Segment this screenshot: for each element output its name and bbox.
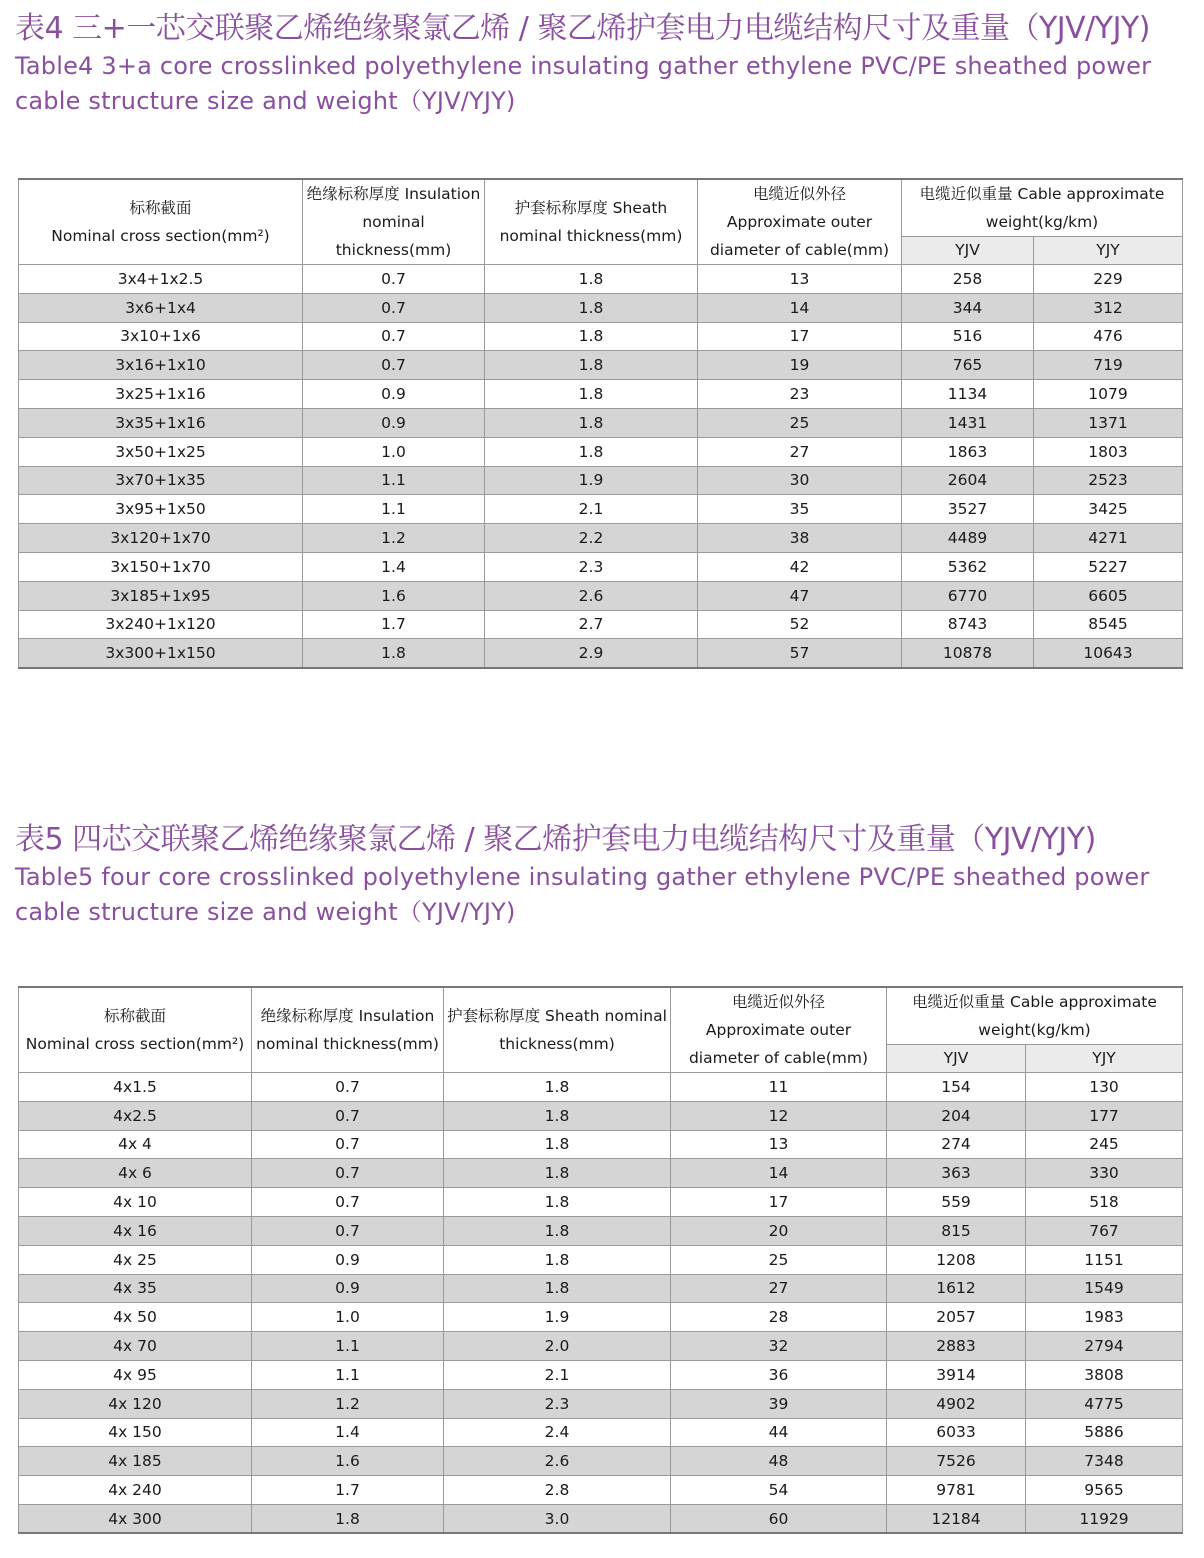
cell-weight-yjv: 10878 bbox=[902, 639, 1034, 668]
cell-insulation: 1.4 bbox=[303, 552, 485, 581]
cell-sheath: 1.8 bbox=[444, 1245, 671, 1274]
cell-weight-yjv: 1134 bbox=[902, 380, 1034, 409]
cell-insulation: 0.7 bbox=[252, 1159, 444, 1188]
table-row bbox=[19, 265, 1183, 294]
cell-weight-yjy: 10643 bbox=[1034, 639, 1183, 668]
cell-weight-yjy: 6605 bbox=[1034, 581, 1183, 610]
cell-weight-yjv: 5362 bbox=[902, 552, 1034, 581]
cell-section: 4x 50 bbox=[19, 1303, 252, 1332]
table4-header-yjv: YJV bbox=[902, 237, 1034, 265]
cell-sheath: 1.8 bbox=[444, 1101, 671, 1130]
cell-diameter: 20 bbox=[671, 1216, 887, 1245]
cell-weight-yjv: 154 bbox=[887, 1073, 1026, 1102]
table-row bbox=[19, 581, 1183, 610]
cell-weight-yjy: 4775 bbox=[1026, 1389, 1183, 1418]
table5-header-yjv: YJV bbox=[887, 1045, 1026, 1073]
table5-header-yjy: YJY bbox=[1026, 1045, 1183, 1073]
cell-diameter: 48 bbox=[671, 1447, 887, 1476]
cell-section: 3x70+1x35 bbox=[19, 466, 303, 495]
cell-weight-yjv: 258 bbox=[902, 265, 1034, 294]
cell-weight-yjy: 2794 bbox=[1026, 1332, 1183, 1361]
cell-insulation: 0.7 bbox=[252, 1130, 444, 1159]
cell-diameter: 44 bbox=[671, 1418, 887, 1447]
cell-sheath: 2.4 bbox=[444, 1418, 671, 1447]
cell-section: 3x6+1x4 bbox=[19, 293, 303, 322]
table-row bbox=[19, 1303, 1183, 1332]
cell-weight-yjv: 2057 bbox=[887, 1303, 1026, 1332]
cell-sheath: 2.8 bbox=[444, 1476, 671, 1505]
cell-sheath: 1.8 bbox=[444, 1216, 671, 1245]
cell-diameter: 30 bbox=[698, 466, 902, 495]
table5 bbox=[18, 986, 1183, 1534]
cell-insulation: 0.7 bbox=[252, 1101, 444, 1130]
cell-diameter: 32 bbox=[671, 1332, 887, 1361]
cell-insulation: 1.1 bbox=[303, 495, 485, 524]
cell-section: 4x 6 bbox=[19, 1159, 252, 1188]
cell-section: 3x25+1x16 bbox=[19, 380, 303, 409]
cell-section: 3x300+1x150 bbox=[19, 639, 303, 668]
cell-weight-yjy: 229 bbox=[1034, 265, 1183, 294]
table4-header-section: 标称截面 Nominal cross section(mm²) bbox=[19, 179, 303, 265]
cell-insulation: 1.8 bbox=[252, 1504, 444, 1533]
cell-weight-yjy: 4271 bbox=[1034, 524, 1183, 553]
cell-diameter: 27 bbox=[671, 1274, 887, 1303]
table-row bbox=[19, 1360, 1183, 1389]
cell-section: 4x 120 bbox=[19, 1389, 252, 1418]
cell-section: 4x 70 bbox=[19, 1332, 252, 1361]
cell-diameter: 19 bbox=[698, 351, 902, 380]
cell-weight-yjy: 177 bbox=[1026, 1101, 1183, 1130]
cell-diameter: 39 bbox=[671, 1389, 887, 1418]
cell-section: 3x120+1x70 bbox=[19, 524, 303, 553]
cell-weight-yjy: 518 bbox=[1026, 1188, 1183, 1217]
table-row bbox=[19, 322, 1183, 351]
cell-section: 4x 16 bbox=[19, 1216, 252, 1245]
cell-insulation: 1.2 bbox=[252, 1389, 444, 1418]
cell-sheath: 1.9 bbox=[485, 466, 698, 495]
cell-weight-yjy: 7348 bbox=[1026, 1447, 1183, 1476]
table-row bbox=[19, 466, 1183, 495]
cell-diameter: 27 bbox=[698, 437, 902, 466]
cell-sheath: 3.0 bbox=[444, 1504, 671, 1533]
cell-section: 3x50+1x25 bbox=[19, 437, 303, 466]
cell-section: 4x 95 bbox=[19, 1360, 252, 1389]
cell-weight-yjv: 3914 bbox=[887, 1360, 1026, 1389]
cell-weight-yjv: 815 bbox=[887, 1216, 1026, 1245]
cell-insulation: 1.0 bbox=[303, 437, 485, 466]
cell-section: 4x1.5 bbox=[19, 1073, 252, 1102]
cell-diameter: 47 bbox=[698, 581, 902, 610]
cell-weight-yjy: 312 bbox=[1034, 293, 1183, 322]
table4-header-yjy: YJY bbox=[1034, 237, 1183, 265]
cell-section: 4x 300 bbox=[19, 1504, 252, 1533]
cell-sheath: 2.3 bbox=[444, 1389, 671, 1418]
cell-diameter: 12 bbox=[671, 1101, 887, 1130]
cell-weight-yjv: 4902 bbox=[887, 1389, 1026, 1418]
cell-section: 3x4+1x2.5 bbox=[19, 265, 303, 294]
cell-weight-yjv: 1431 bbox=[902, 408, 1034, 437]
cell-diameter: 36 bbox=[671, 1360, 887, 1389]
cell-diameter: 13 bbox=[671, 1130, 887, 1159]
table5-header-diameter: 电缆近似外径 Approximate outer diameter of cable(mm) bbox=[671, 987, 887, 1073]
cell-weight-yjv: 9781 bbox=[887, 1476, 1026, 1505]
cell-weight-yjy: 1803 bbox=[1034, 437, 1183, 466]
table5-header-weight: 电缆近似重量 Cable approximate weight(kg/km) bbox=[887, 987, 1183, 1045]
cell-insulation: 1.2 bbox=[303, 524, 485, 553]
table4-title-en: Table4 3+a core crosslinked polyethylene insulating gather ethylene PVC/PE sheathed power cable structure size and weight（YJV/YJY) bbox=[15, 52, 1152, 115]
table-row bbox=[19, 552, 1183, 581]
cell-sheath: 1.8 bbox=[444, 1130, 671, 1159]
cell-weight-yjv: 2883 bbox=[887, 1332, 1026, 1361]
cell-section: 4x 25 bbox=[19, 1245, 252, 1274]
table5-body bbox=[19, 1073, 1183, 1534]
cell-weight-yjv: 2604 bbox=[902, 466, 1034, 495]
table-row bbox=[19, 1418, 1183, 1447]
cell-weight-yjy: 11929 bbox=[1026, 1504, 1183, 1533]
cell-weight-yjv: 274 bbox=[887, 1130, 1026, 1159]
cell-section: 3x10+1x6 bbox=[19, 322, 303, 351]
cell-insulation: 0.7 bbox=[252, 1188, 444, 1217]
table-row bbox=[19, 1188, 1183, 1217]
cell-insulation: 0.7 bbox=[252, 1216, 444, 1245]
table4 bbox=[18, 178, 1183, 669]
cell-insulation: 1.1 bbox=[303, 466, 485, 495]
cell-insulation: 0.9 bbox=[303, 408, 485, 437]
table5-title-zh: 表5 四芯交联聚乙烯绝缘聚氯乙烯 / 聚乙烯护套电力电缆结构尺寸及重量（YJV/YJY) bbox=[15, 822, 1096, 857]
table5-title-en: Table5 four core crosslinked polyethylene insulating gather ethylene PVC/PE sheathed power cable structure size and weight（YJV/YJY) bbox=[15, 863, 1150, 926]
cell-diameter: 17 bbox=[698, 322, 902, 351]
cell-weight-yjy: 9565 bbox=[1026, 1476, 1183, 1505]
cell-sheath: 1.8 bbox=[485, 408, 698, 437]
cell-weight-yjv: 8743 bbox=[902, 610, 1034, 639]
cell-weight-yjv: 6770 bbox=[902, 581, 1034, 610]
cell-weight-yjy: 1079 bbox=[1034, 380, 1183, 409]
cell-insulation: 0.7 bbox=[252, 1073, 444, 1102]
table-row bbox=[19, 1073, 1183, 1102]
table-row bbox=[19, 293, 1183, 322]
cell-weight-yjy: 3425 bbox=[1034, 495, 1183, 524]
cell-diameter: 35 bbox=[698, 495, 902, 524]
cell-weight-yjv: 6033 bbox=[887, 1418, 1026, 1447]
cell-weight-yjv: 12184 bbox=[887, 1504, 1026, 1533]
table-row bbox=[19, 1332, 1183, 1361]
cell-diameter: 52 bbox=[698, 610, 902, 639]
cell-diameter: 14 bbox=[698, 293, 902, 322]
cell-insulation: 0.7 bbox=[303, 293, 485, 322]
table4-header-weight: 电缆近似重量 Cable approximate weight(kg/km) bbox=[902, 179, 1183, 237]
cell-section: 4x 185 bbox=[19, 1447, 252, 1476]
cell-diameter: 14 bbox=[671, 1159, 887, 1188]
cell-weight-yjv: 4489 bbox=[902, 524, 1034, 553]
cell-diameter: 25 bbox=[698, 408, 902, 437]
cell-weight-yjv: 559 bbox=[887, 1188, 1026, 1217]
cell-section: 4x 10 bbox=[19, 1188, 252, 1217]
cell-weight-yjv: 516 bbox=[902, 322, 1034, 351]
cell-section: 4x2.5 bbox=[19, 1101, 252, 1130]
table-row bbox=[19, 1216, 1183, 1245]
cell-insulation: 1.7 bbox=[303, 610, 485, 639]
cell-weight-yjv: 1612 bbox=[887, 1274, 1026, 1303]
cell-insulation: 1.1 bbox=[252, 1360, 444, 1389]
table-row bbox=[19, 437, 1183, 466]
table4-header-insulation: 绝缘标称厚度 Insulation nominal thickness(mm) bbox=[303, 179, 485, 265]
cell-sheath: 2.7 bbox=[485, 610, 698, 639]
table-row bbox=[19, 1130, 1183, 1159]
cell-insulation: 0.7 bbox=[303, 322, 485, 351]
table-row bbox=[19, 1101, 1183, 1130]
cell-sheath: 2.6 bbox=[485, 581, 698, 610]
cell-sheath: 2.6 bbox=[444, 1447, 671, 1476]
cell-section: 4x 4 bbox=[19, 1130, 252, 1159]
table4-header-diameter: 电缆近似外径 Approximate outer diameter of cable(mm) bbox=[698, 179, 902, 265]
cell-section: 3x185+1x95 bbox=[19, 581, 303, 610]
cell-sheath: 1.8 bbox=[485, 380, 698, 409]
cell-weight-yjv: 1863 bbox=[902, 437, 1034, 466]
table5-header-sheath: 护套标称厚度 Sheath nominal thickness(mm) bbox=[444, 987, 671, 1073]
cell-weight-yjy: 719 bbox=[1034, 351, 1183, 380]
cell-weight-yjy: 1983 bbox=[1026, 1303, 1183, 1332]
cell-sheath: 2.2 bbox=[485, 524, 698, 553]
cell-insulation: 0.9 bbox=[252, 1245, 444, 1274]
table5-header-insulation: 绝缘标称厚度 Insulation nominal thickness(mm) bbox=[252, 987, 444, 1073]
cell-sheath: 2.3 bbox=[485, 552, 698, 581]
cell-sheath: 2.0 bbox=[444, 1332, 671, 1361]
cell-weight-yjv: 344 bbox=[902, 293, 1034, 322]
cell-sheath: 1.8 bbox=[485, 437, 698, 466]
cell-insulation: 0.7 bbox=[303, 265, 485, 294]
table-row bbox=[19, 1159, 1183, 1188]
cell-section: 3x150+1x70 bbox=[19, 552, 303, 581]
cell-insulation: 1.6 bbox=[252, 1447, 444, 1476]
cell-insulation: 0.7 bbox=[303, 351, 485, 380]
cell-weight-yjv: 363 bbox=[887, 1159, 1026, 1188]
table-row bbox=[19, 1447, 1183, 1476]
cell-section: 3x95+1x50 bbox=[19, 495, 303, 524]
cell-weight-yjy: 245 bbox=[1026, 1130, 1183, 1159]
table-row bbox=[19, 351, 1183, 380]
cell-weight-yjy: 2523 bbox=[1034, 466, 1183, 495]
cell-sheath: 1.8 bbox=[444, 1274, 671, 1303]
table-row bbox=[19, 408, 1183, 437]
cell-insulation: 1.6 bbox=[303, 581, 485, 610]
cell-section: 3x16+1x10 bbox=[19, 351, 303, 380]
cell-diameter: 28 bbox=[671, 1303, 887, 1332]
table-row bbox=[19, 380, 1183, 409]
cell-section: 3x35+1x16 bbox=[19, 408, 303, 437]
table-row bbox=[19, 1476, 1183, 1505]
cell-sheath: 1.8 bbox=[444, 1159, 671, 1188]
cell-sheath: 2.1 bbox=[444, 1360, 671, 1389]
cell-insulation: 1.0 bbox=[252, 1303, 444, 1332]
cell-weight-yjy: 8545 bbox=[1034, 610, 1183, 639]
cell-sheath: 1.8 bbox=[444, 1073, 671, 1102]
cell-weight-yjy: 330 bbox=[1026, 1159, 1183, 1188]
table4-body bbox=[19, 265, 1183, 668]
table-row bbox=[19, 524, 1183, 553]
table5-header-section: 标称截面 Nominal cross section(mm²) bbox=[19, 987, 252, 1073]
cell-weight-yjy: 1549 bbox=[1026, 1274, 1183, 1303]
cell-weight-yjv: 3527 bbox=[902, 495, 1034, 524]
cell-diameter: 54 bbox=[671, 1476, 887, 1505]
cell-insulation: 1.1 bbox=[252, 1332, 444, 1361]
table-row bbox=[19, 1245, 1183, 1274]
cell-insulation: 1.7 bbox=[252, 1476, 444, 1505]
cell-diameter: 57 bbox=[698, 639, 902, 668]
cell-diameter: 23 bbox=[698, 380, 902, 409]
cell-sheath: 2.9 bbox=[485, 639, 698, 668]
cell-weight-yjy: 3808 bbox=[1026, 1360, 1183, 1389]
table-row bbox=[19, 1274, 1183, 1303]
cell-sheath: 1.8 bbox=[485, 322, 698, 351]
cell-sheath: 2.1 bbox=[485, 495, 698, 524]
cell-section: 4x 35 bbox=[19, 1274, 252, 1303]
cell-diameter: 25 bbox=[671, 1245, 887, 1274]
table4-header-sheath: 护套标称厚度 Sheath nominal thickness(mm) bbox=[485, 179, 698, 265]
cell-diameter: 11 bbox=[671, 1073, 887, 1102]
cell-sheath: 1.8 bbox=[444, 1188, 671, 1217]
cell-weight-yjy: 1151 bbox=[1026, 1245, 1183, 1274]
table-row bbox=[19, 610, 1183, 639]
cell-insulation: 0.9 bbox=[303, 380, 485, 409]
cell-sheath: 1.9 bbox=[444, 1303, 671, 1332]
cell-weight-yjy: 5886 bbox=[1026, 1418, 1183, 1447]
cell-section: 4x 150 bbox=[19, 1418, 252, 1447]
cell-weight-yjv: 1208 bbox=[887, 1245, 1026, 1274]
cell-diameter: 13 bbox=[698, 265, 902, 294]
cell-weight-yjy: 476 bbox=[1034, 322, 1183, 351]
cell-weight-yjv: 765 bbox=[902, 351, 1034, 380]
cell-weight-yjy: 5227 bbox=[1034, 552, 1183, 581]
cell-insulation: 0.9 bbox=[252, 1274, 444, 1303]
cell-sheath: 1.8 bbox=[485, 265, 698, 294]
cell-section: 3x240+1x120 bbox=[19, 610, 303, 639]
table-row bbox=[19, 639, 1183, 668]
table4-title-zh: 表4 三+一芯交联聚乙烯绝缘聚氯乙烯 / 聚乙烯护套电力电缆结构尺寸及重量（YJV/YJY) bbox=[15, 11, 1150, 46]
cell-weight-yjv: 7526 bbox=[887, 1447, 1026, 1476]
cell-weight-yjy: 130 bbox=[1026, 1073, 1183, 1102]
cell-section: 4x 240 bbox=[19, 1476, 252, 1505]
cell-weight-yjy: 1371 bbox=[1034, 408, 1183, 437]
table-row bbox=[19, 495, 1183, 524]
cell-insulation: 1.4 bbox=[252, 1418, 444, 1447]
cell-diameter: 38 bbox=[698, 524, 902, 553]
cell-diameter: 17 bbox=[671, 1188, 887, 1217]
table-row bbox=[19, 1504, 1183, 1533]
cell-weight-yjv: 204 bbox=[887, 1101, 1026, 1130]
table-row bbox=[19, 1389, 1183, 1418]
cell-weight-yjy: 767 bbox=[1026, 1216, 1183, 1245]
cell-sheath: 1.8 bbox=[485, 351, 698, 380]
cell-insulation: 1.8 bbox=[303, 639, 485, 668]
cell-diameter: 42 bbox=[698, 552, 902, 581]
cell-sheath: 1.8 bbox=[485, 293, 698, 322]
cell-diameter: 60 bbox=[671, 1504, 887, 1533]
